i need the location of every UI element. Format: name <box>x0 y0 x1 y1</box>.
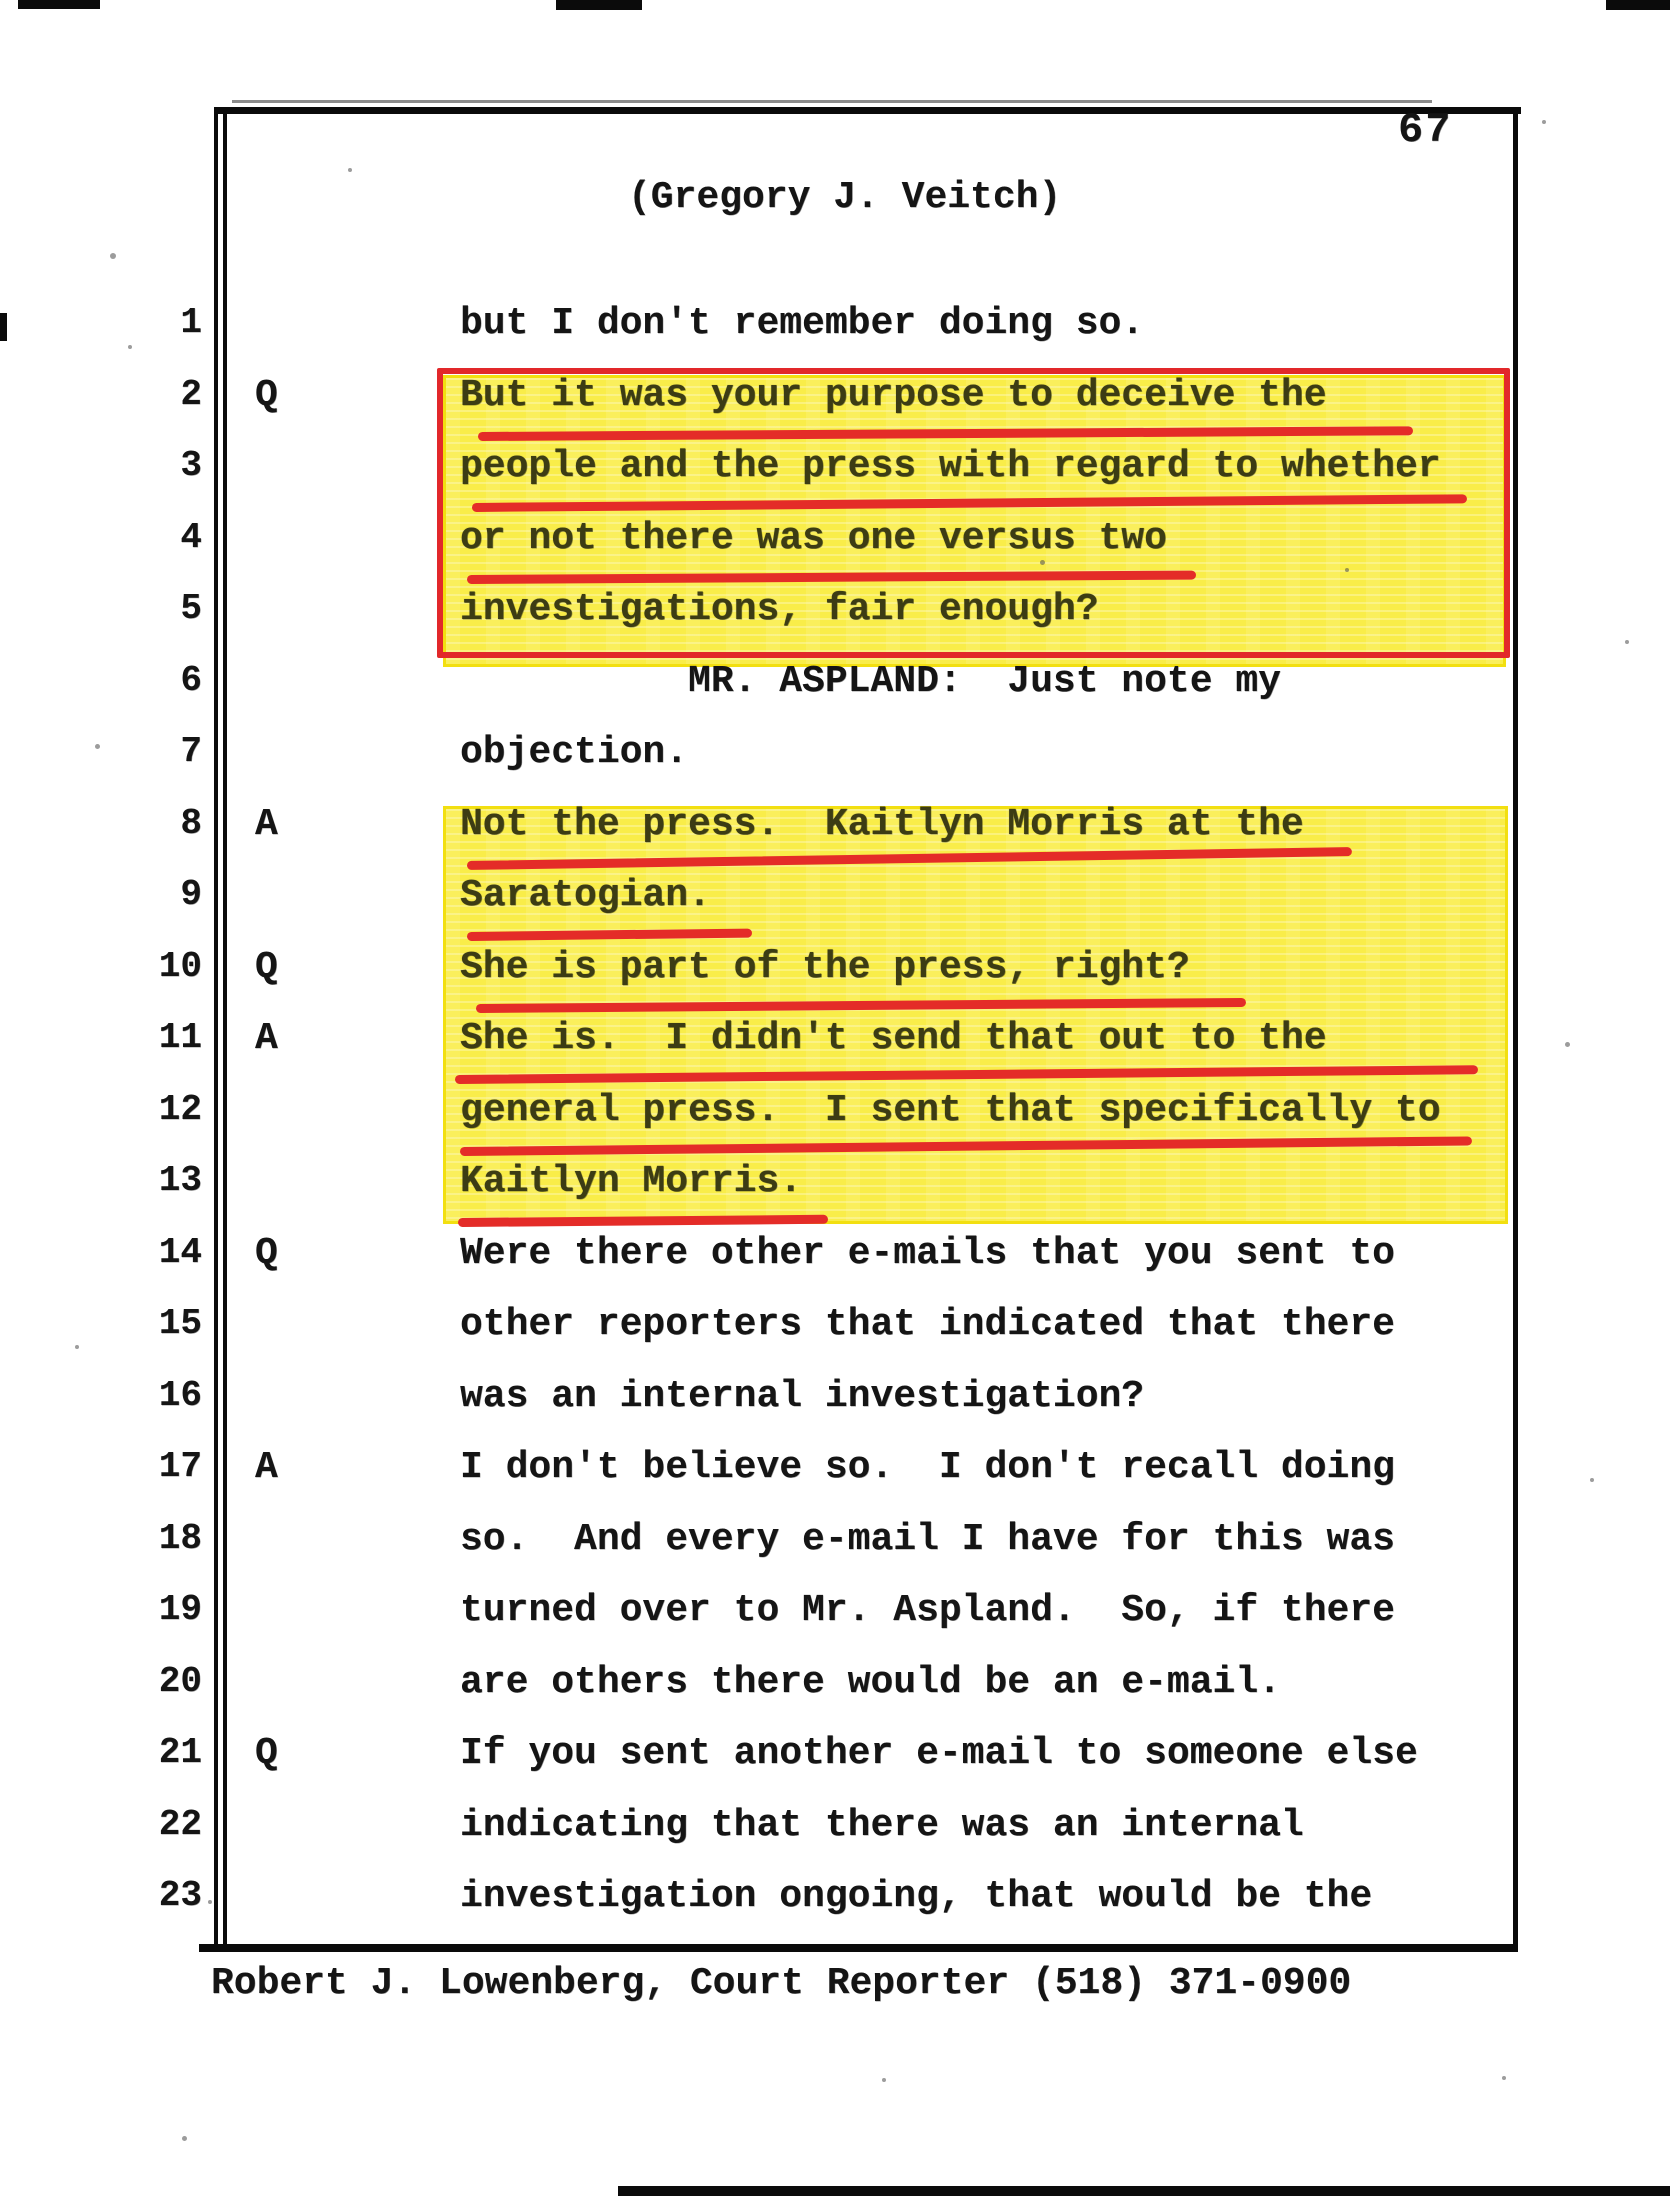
line-text: so. And every e-mail I have for this was <box>460 1517 1395 1561</box>
scan-speck <box>95 744 100 749</box>
line-text: Were there other e-mails that you sent to <box>460 1231 1395 1275</box>
line-text: Not the press. Kaitlyn Morris at the <box>460 802 1304 846</box>
page-number: 67 <box>1398 106 1453 154</box>
line-number: 18 <box>158 1517 202 1559</box>
line-text: But it was your purpose to deceive the <box>460 373 1327 417</box>
scan-speck <box>75 1345 79 1349</box>
line-text: Kaitlyn Morris. <box>460 1160 803 1203</box>
line-number: 23 <box>158 1875 202 1916</box>
transcript-line <box>0 1446 1670 1518</box>
scan-speck <box>882 2078 886 2082</box>
line-number: 21 <box>158 1732 202 1773</box>
line-text: but I don't remember doing so. <box>460 302 1145 345</box>
transcript-line <box>0 660 1670 732</box>
line-text: MR. ASPLAND: Just note my <box>460 659 1281 703</box>
line-text: turned over to Mr. Aspland. So, if there <box>460 1589 1395 1632</box>
speaker-label: Q <box>255 1231 278 1275</box>
line-text: She is. I didn't send that out to the <box>460 1017 1327 1060</box>
line-number: 6 <box>180 659 202 701</box>
transcript-line <box>0 1160 1670 1232</box>
scan-artifact <box>1606 0 1670 10</box>
line-number: 9 <box>180 874 202 915</box>
scan-speck <box>208 1900 212 1904</box>
line-number: 2 <box>180 373 202 415</box>
speaker-label: A <box>255 1017 278 1060</box>
line-number: 8 <box>180 802 202 844</box>
scan-artifact <box>556 0 642 10</box>
scan-speck <box>1040 560 1045 565</box>
speaker-label: Q <box>255 373 278 417</box>
scan-artifact <box>18 0 100 9</box>
line-number: 20 <box>158 1660 202 1702</box>
line-text: If you sent another e-mail to someone else <box>460 1732 1418 1775</box>
scan-speck <box>348 168 352 172</box>
line-text: objection. <box>460 731 689 774</box>
line-number: 15 <box>158 1303 202 1344</box>
scan-artifact <box>618 2186 1670 2196</box>
line-number: 14 <box>158 1231 202 1273</box>
scan-speck <box>182 2136 187 2141</box>
scan-speck <box>1542 120 1546 124</box>
page-border-noise <box>232 100 1432 103</box>
line-text: indicating that there was an internal <box>460 1803 1304 1847</box>
scan-speck <box>1502 2076 1506 2080</box>
speaker-label: A <box>255 1446 278 1489</box>
transcript-line <box>0 874 1670 946</box>
line-number: 16 <box>158 1374 202 1416</box>
transcript-line <box>0 1732 1670 1804</box>
scan-speck <box>1565 1042 1570 1047</box>
line-number: 11 <box>158 1017 202 1058</box>
transcript-line <box>0 1518 1670 1590</box>
page-border-top <box>216 107 1521 114</box>
transcript-line <box>0 1303 1670 1375</box>
line-number: 7 <box>180 731 202 772</box>
line-text: or not there was one versus two <box>460 516 1167 560</box>
transcript-line <box>0 302 1670 374</box>
line-number: 3 <box>180 445 202 486</box>
line-text: Saratogian. <box>460 874 711 917</box>
speaker-label: Q <box>255 1732 278 1775</box>
line-number: 17 <box>158 1446 202 1487</box>
line-text: I don't believe so. I don't recall doing <box>460 1446 1395 1489</box>
transcript-line <box>0 1661 1670 1733</box>
line-number: 12 <box>158 1088 202 1130</box>
transcript-line <box>0 1232 1670 1304</box>
transcript-line <box>0 731 1670 803</box>
scan-speck <box>1345 568 1349 572</box>
line-number: 1 <box>180 302 202 343</box>
line-number: 22 <box>158 1803 202 1845</box>
speaker-label: A <box>255 802 278 846</box>
line-number: 13 <box>158 1160 202 1201</box>
scan-speck <box>128 345 132 349</box>
line-text: are others there would be an e-mail. <box>460 1660 1281 1704</box>
line-number: 5 <box>180 588 202 629</box>
line-number: 10 <box>158 945 202 987</box>
scan-speck <box>1625 640 1629 644</box>
line-number: 19 <box>158 1589 202 1630</box>
line-text: other reporters that indicated that there <box>460 1303 1395 1346</box>
speaker-label: Q <box>255 945 278 989</box>
transcript-line <box>0 588 1670 660</box>
scan-speck <box>1590 1478 1594 1482</box>
line-text: investigation ongoing, that would be the <box>460 1875 1373 1918</box>
transcript-line <box>0 1875 1670 1947</box>
transcript-line <box>0 1375 1670 1447</box>
transcript-line <box>0 1589 1670 1661</box>
line-number: 4 <box>180 516 202 558</box>
scan-speck <box>110 253 116 259</box>
transcript-line <box>0 1804 1670 1876</box>
line-text: investigations, fair enough? <box>460 588 1099 631</box>
witness-name-header: (Gregory J. Veitch) <box>628 176 1062 219</box>
line-text: general press. I sent that specifically to <box>460 1088 1441 1132</box>
line-text: She is part of the press, right? <box>460 945 1190 989</box>
line-text: people and the press with regard to whether <box>460 445 1441 488</box>
line-text: was an internal investigation? <box>460 1374 1145 1418</box>
court-reporter-footer: Robert J. Lowenberg, Court Reporter (518) 371-0900 <box>211 1962 1352 2005</box>
